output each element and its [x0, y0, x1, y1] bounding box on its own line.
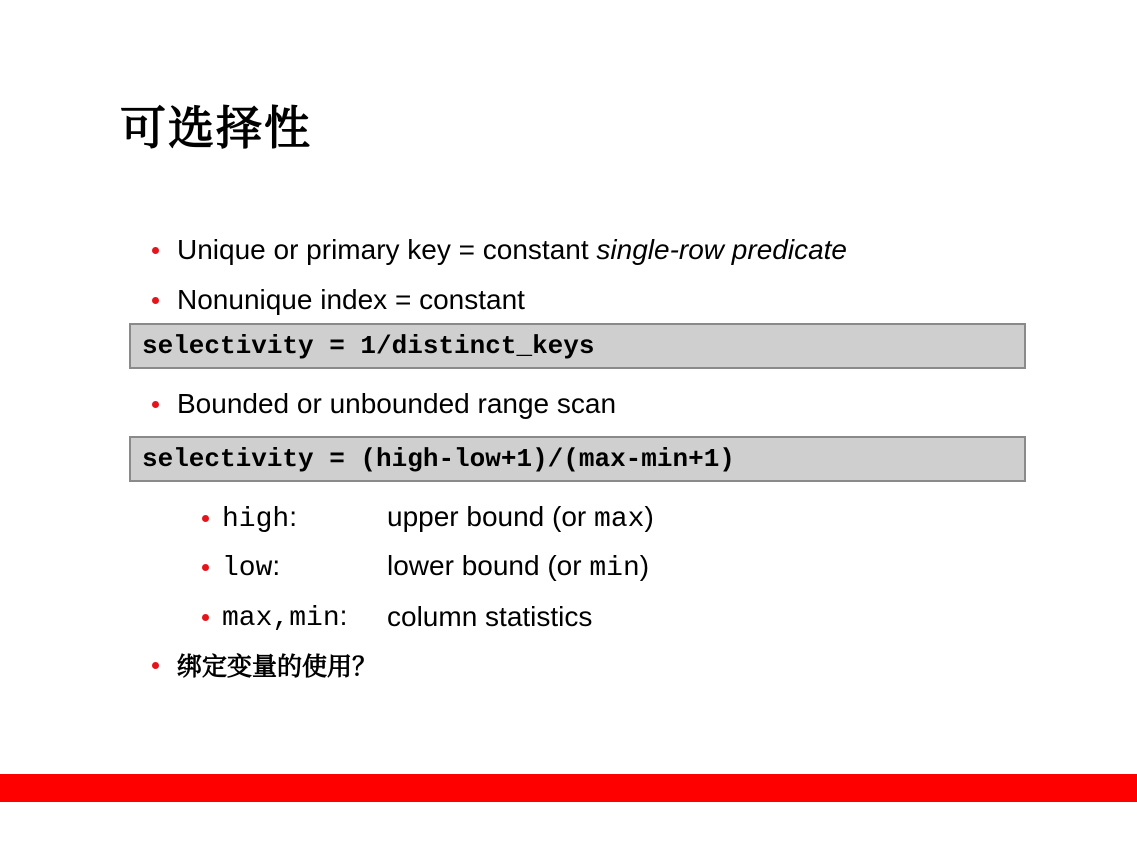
sub-bullet-high	[200, 501, 654, 535]
sub-bullet-term: low:	[222, 550, 281, 584]
bullet-range-scan	[150, 387, 616, 421]
bullet-dot-icon	[152, 401, 159, 408]
bullet-emphasis: single-row predicate	[596, 234, 847, 265]
bullet-dot-icon	[202, 614, 209, 621]
sub-bullet-low	[200, 550, 649, 584]
slide-title: 可选择性	[120, 101, 312, 155]
bullet-text: Unique or primary key = constant	[177, 234, 597, 265]
bullet-dot-icon	[202, 564, 209, 571]
sub-bullet-max-min	[200, 600, 592, 634]
code-box-distinct-keys: selectivity = 1/distinct_keys	[129, 323, 1026, 369]
footer-red-bar	[0, 774, 1137, 802]
sub-bullet-term: max,min:	[222, 600, 348, 634]
bullet-bind-variables	[150, 648, 377, 682]
bullet-dot-icon	[202, 515, 209, 522]
code-box-range-formula: selectivity = (high-low+1)/(max-min+1)	[129, 436, 1026, 482]
sub-bullet-term: high:	[222, 501, 297, 535]
bullet-text: Bounded or unbounded range scan	[177, 388, 617, 419]
bullet-unique-key	[150, 233, 847, 267]
sub-bullet-desc: column statistics	[387, 601, 593, 632]
bullet-nonunique-index	[150, 283, 525, 317]
bullet-dot-icon	[152, 247, 159, 254]
bullet-text: 绑定变量的使用？	[177, 652, 378, 681]
sub-bullet-desc: lower bound (or min)	[387, 550, 650, 584]
sub-bullet-desc: upper bound (or max)	[387, 501, 654, 535]
bullet-dot-icon	[152, 297, 159, 304]
bullet-text: Nonunique index = constant	[177, 284, 525, 315]
bullet-dot-icon	[152, 662, 159, 669]
